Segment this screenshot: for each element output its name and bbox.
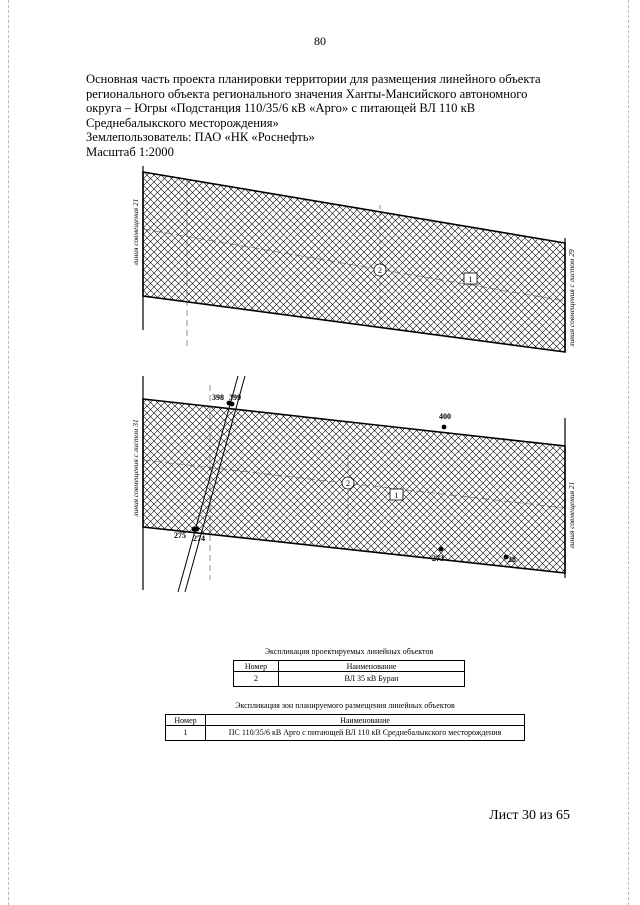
point-label-28: 28 xyxy=(508,555,516,564)
explication-linear xyxy=(233,647,465,687)
column-header-number: Номер xyxy=(166,715,206,726)
header-line: Среднебалыкского месторождения» xyxy=(86,115,279,130)
point-label-398: 398 xyxy=(212,393,224,402)
cell-name: ВЛ 35 кВ Буран xyxy=(279,672,465,687)
bottom-right-label: линия совмещения 21 xyxy=(567,481,576,549)
table-header-row xyxy=(234,661,465,672)
point-273 xyxy=(439,547,444,552)
table-row xyxy=(234,672,465,687)
header-line: регионального объекта регионального значения Ханты-Мансийского автономного xyxy=(86,86,528,101)
top-box-label: 1 xyxy=(468,275,473,284)
point-label-400: 400 xyxy=(439,412,451,421)
point-label-275: 275 xyxy=(174,531,186,540)
explication-linear-caption: Экспликация проектируемых линейных объектов xyxy=(264,647,434,656)
sheet-number: Лист 30 из 65 xyxy=(489,808,570,823)
page-number: 80 xyxy=(314,34,326,48)
point-label-273: 273 xyxy=(432,554,444,563)
bottom-zone-polygon xyxy=(143,399,565,573)
top-right-label: линия совмещения с листом 29 xyxy=(567,249,576,347)
table-row xyxy=(166,726,525,741)
point-400 xyxy=(442,425,447,430)
point-label-399: 399 xyxy=(229,393,241,402)
top-circle-label: 2 xyxy=(378,266,382,275)
column-header-name: Наименование xyxy=(206,715,525,726)
bottom-box-label: 1 xyxy=(394,491,399,500)
top-zone-polygon xyxy=(143,172,565,352)
bottom-left-label: линия совмещения с листом 31 xyxy=(131,419,140,517)
map-top-fragment xyxy=(131,166,576,352)
explication-linear-table xyxy=(233,660,465,687)
explication-zones-table xyxy=(165,714,525,741)
explication-zones xyxy=(165,701,525,741)
header-line: Масштаб 1:2000 xyxy=(86,144,174,159)
cell-name: ПС 110/35/6 кВ Арго с питающей ВЛ 110 кВ Среднебалыкского месторождения xyxy=(206,726,525,741)
table-header-row xyxy=(166,715,525,726)
point-label-274: 274 xyxy=(193,534,205,543)
column-header-number: Номер xyxy=(234,661,279,672)
top-left-label: линия совмещения 21 xyxy=(131,198,140,266)
point-274 xyxy=(192,527,197,532)
header-line: Землепользователь: ПАО «НК «Роснефть» xyxy=(86,130,315,145)
explication-zones-caption: Экспликация зон планируемого размещения линейных объектов xyxy=(235,701,455,710)
header-line: округа – Югры «Подстанция 110/35/6 кВ «Арго» с питающей ВЛ 110 кВ xyxy=(86,101,476,116)
point-399 xyxy=(230,402,235,407)
bottom-circle-label: 2 xyxy=(346,479,350,488)
column-header-name: Наименование xyxy=(279,661,465,672)
cell-number: 1 xyxy=(166,726,206,741)
header-line: Основная часть проекта планировки территории для размещения линейного объекта xyxy=(86,72,541,86)
map-bottom-fragment xyxy=(131,376,576,592)
cell-number: 2 xyxy=(234,672,279,687)
